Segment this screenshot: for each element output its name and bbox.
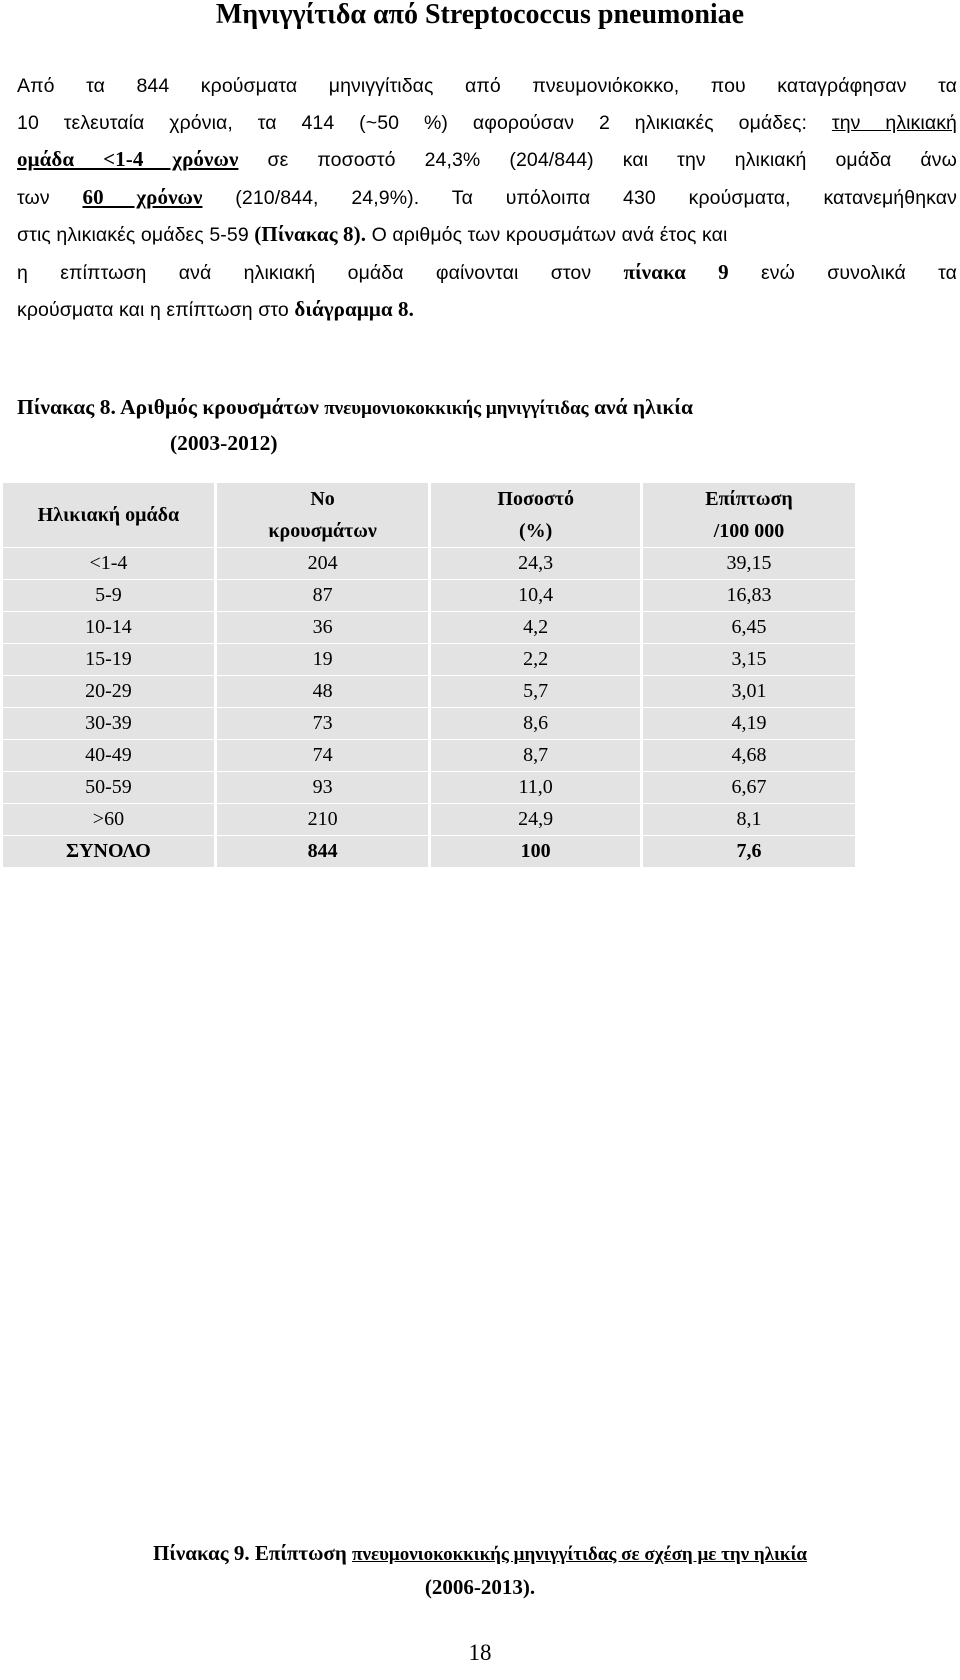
table-cell: 2,2 (430, 644, 642, 676)
table-8-caption: Πίνακας 8. Αριθμός κρουσμάτων πνευμονιοκοκκικής μηνιγγίτιδας ανά ηλικία (2003-2012) (17, 390, 693, 460)
page-number: 18 (468, 1640, 492, 1665)
table-cell: 4,68 (642, 740, 857, 772)
table-cell: 50-59 (3, 772, 215, 804)
table-cell: 10-14 (3, 612, 215, 644)
table-cell: 6,67 (642, 772, 857, 804)
table-cell: 48 (215, 676, 429, 708)
table-cell: 36 (215, 612, 429, 644)
table-cell: >60 (3, 804, 215, 836)
table-cell: 5,7 (430, 676, 642, 708)
table-cell: 39,15 (642, 548, 857, 580)
table-cell: 40-49 (3, 740, 215, 772)
table-row (3, 676, 857, 708)
table-cell: 24,9 (430, 804, 642, 836)
table-row (3, 708, 857, 740)
table-cell: 6,45 (642, 612, 857, 644)
table-cell: 15-19 (3, 644, 215, 676)
header-cases: Νο κρουσμάτων (215, 483, 429, 548)
table-row (3, 580, 857, 612)
table-cell: 20-29 (3, 676, 215, 708)
bold-underlined-phrase: ομάδα <1-4 χρόνων (17, 147, 239, 171)
table-cell: 5-9 (3, 580, 215, 612)
table-8-caption-period: (2003-2012) (170, 431, 278, 455)
table-cell: 210 (215, 804, 429, 836)
table-cell: 87 (215, 580, 429, 612)
table-row (3, 804, 857, 836)
header-age-group: Ηλικιακή ομάδα (3, 483, 215, 548)
table-cell: 24,3 (430, 548, 642, 580)
page-title: Μηνιγγίτιδα από Streptococcus pneumoniae (215, 0, 745, 30)
intro-line-3: ομάδα <1-4 χρόνων σε ποσοστό 24,3% (204/844) και την ηλικιακή ομάδα άνω (17, 147, 957, 171)
table-cell: <1-4 (3, 548, 215, 580)
table-row (3, 612, 857, 644)
table-cell: 93 (215, 772, 429, 804)
intro-line-2: 10 τελευταία χρόνια, τα 414 (~50 %) αφορούσαν 2 ηλικιακές ομάδες: την ηλικιακή (17, 111, 958, 134)
header-percentage: Ποσοστό (%) (430, 483, 642, 548)
intro-line-4: των 60 χρόνων (210/844, 24,9%). Τα υπόλοιπα 430 κρούσματα, κατανεμήθηκαν (17, 184, 957, 209)
table-header-row (3, 483, 857, 548)
table-cell: 4,19 (642, 708, 857, 740)
chart-reference: διάγραμμα 8. (294, 297, 414, 321)
table-cell: 10,4 (430, 580, 642, 612)
table-9-caption: Πίνακας 9. Επίπτωση πνευμονιοκοκκικής μηνιγγίτιδας σε σχέση με την ηλικία (2006-2013). (0, 1537, 960, 1603)
table-9-caption-period: (2006-2013). (424, 1575, 536, 1599)
table-row (3, 740, 857, 772)
table-cell: 844 (215, 836, 429, 868)
intro-line-6: η επίπτωση ανά ηλικιακή ομάδα φαίνονται στον πίνακα 9 ενώ συνολικά τα (17, 259, 958, 284)
table-cell: 204 (215, 548, 429, 580)
table-8 (3, 483, 858, 867)
table-cell: 8,7 (430, 740, 642, 772)
table-cell: 16,83 (642, 580, 857, 612)
table-cell: 3,01 (642, 676, 857, 708)
table-cell: 8,6 (430, 708, 642, 740)
table-cell: 30-39 (3, 708, 215, 740)
bold-underlined-phrase: 60 χρόνων (82, 184, 203, 209)
table-cell: 4,2 (430, 612, 642, 644)
table-total-row (3, 836, 857, 868)
table-cell: 8,1 (642, 804, 857, 836)
table-cell: 74 (215, 740, 429, 772)
table-cell: 19 (215, 644, 429, 676)
table-cell: 73 (215, 708, 429, 740)
table-cell: 7,6 (642, 836, 857, 868)
intro-line-1: Από τα 844 κρούσματα μηνιγγίτιδας από πνευμονιόκοκκο, που καταγράφησαν τα (17, 75, 957, 97)
table-cell: 3,15 (642, 644, 857, 676)
intro-paragraph (17, 68, 957, 329)
table-row (3, 644, 857, 676)
underlined-phrase: την ηλικιακή (831, 111, 958, 134)
table-reference: πίνακα 9 (623, 259, 729, 284)
intro-line-7: κρούσματα και η επίπτωση στο διάγραμμα 8. (17, 297, 414, 321)
header-incidence: Επίπτωση /100 000 (642, 483, 857, 548)
table-cell: 11,0 (430, 772, 642, 804)
table-reference: (Πίνακας 8). (254, 222, 367, 246)
table-row (3, 772, 857, 804)
table-cell: 100 (430, 836, 642, 868)
table-row (3, 548, 857, 580)
table-cell: ΣΥΝΟΛΟ (3, 836, 215, 868)
intro-line-5: στις ηλικιακές ομάδες 5-59 (Πίνακας 8). Ο αριθμός των κρουσμάτων ανά έτος και (17, 222, 728, 246)
